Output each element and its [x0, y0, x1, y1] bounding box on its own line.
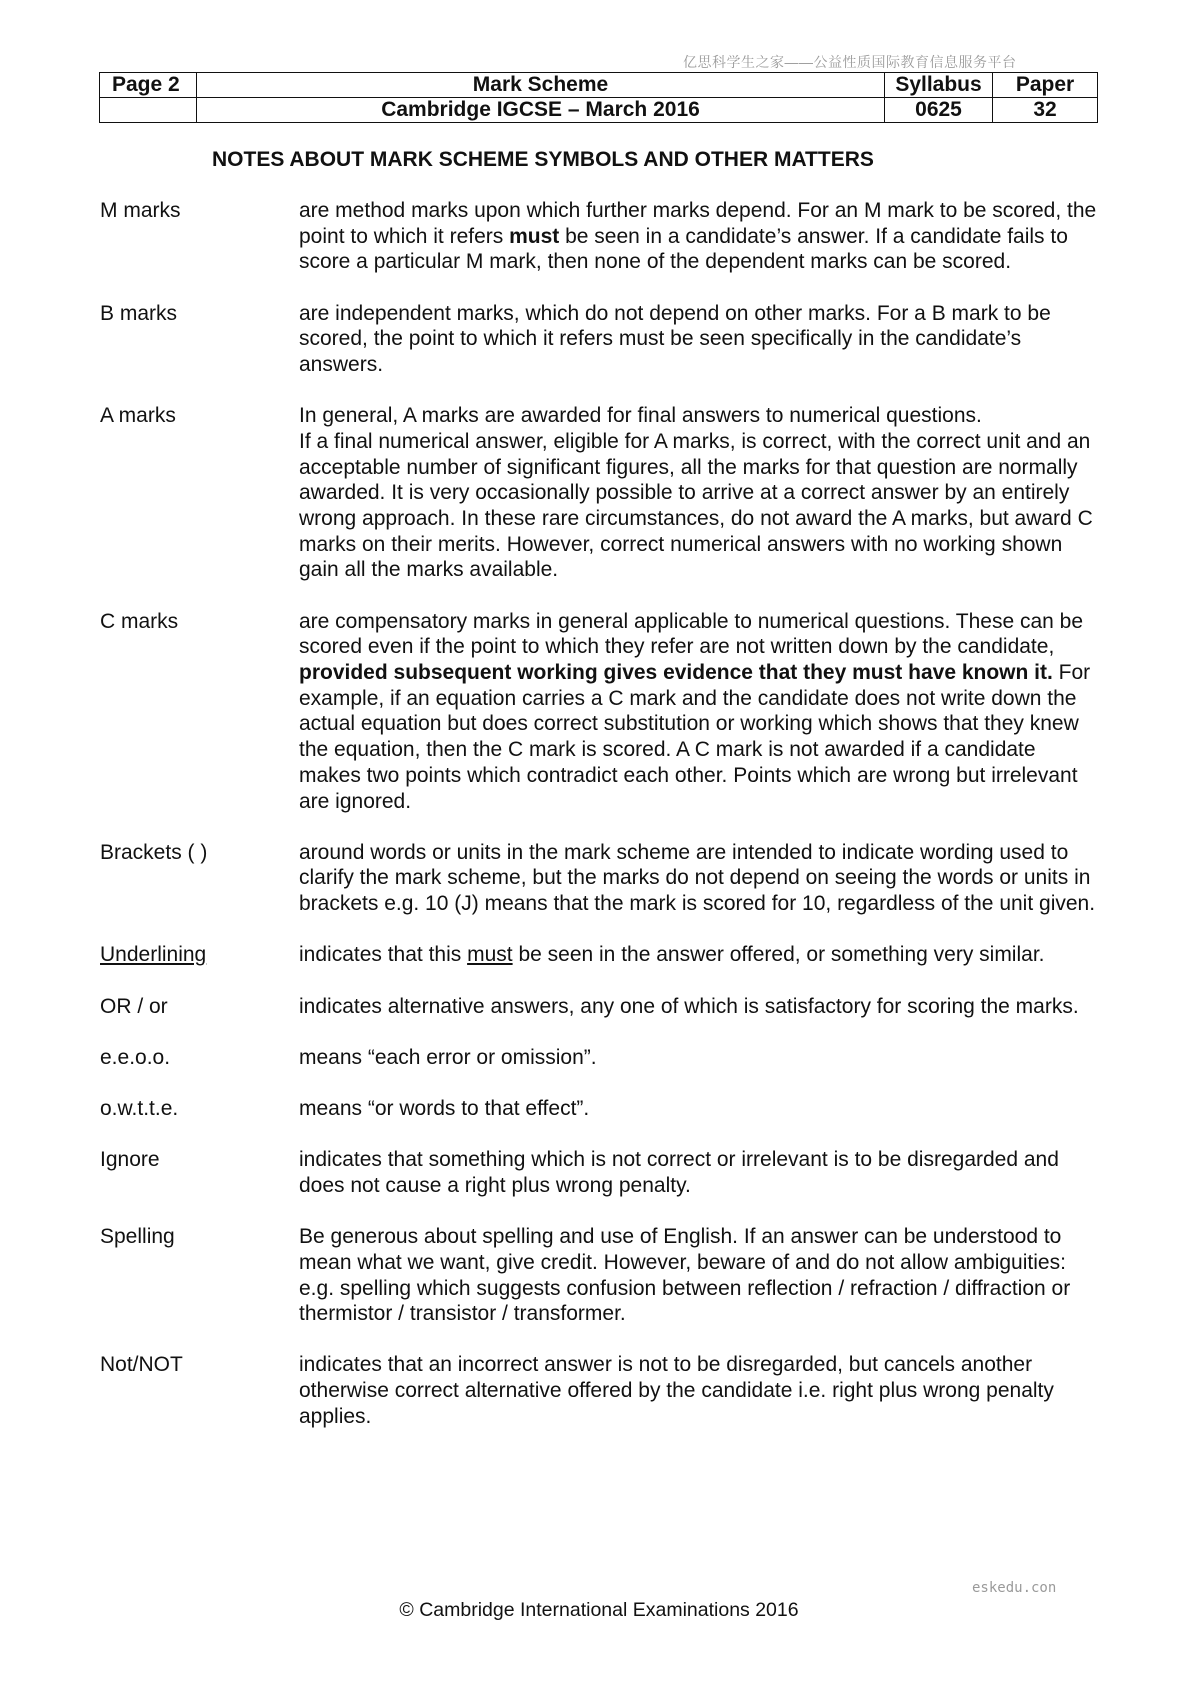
text-segment: Be generous about spelling and use of English. If an answer can be understood to mean what we want, give credit. However, beware of and do not allow ambiguities: e.g. spelling which suggests confusion between reflection / refraction / diffraction or thermistor / transistor / transformer. [299, 1225, 1071, 1326]
note-term: Not/NOT [100, 1353, 183, 1377]
paper-value: 32 [993, 98, 1098, 123]
text-segment: indicates that something which is not correct or irrelevant is to be disregarded and does not cause a right plus wrong penalty. [299, 1148, 1059, 1197]
note-term: A marks [100, 404, 176, 428]
note-entry [100, 840, 1100, 917]
note-term: o.w.t.t.e. [100, 1096, 179, 1120]
section-title: NOTES ABOUT MARK SCHEME SYMBOLS AND OTHER MATTERS [212, 148, 874, 171]
text-segment: For example, if an equation carries a C mark and the candidate does not write down the actual equation but does correct substitution or working which shows that they knew the equation, then the C mark is scored. A C mark is not awarded if a candidate makes two points which contradict each other. Points which are wrong but irrelevant are ignored. [299, 661, 1091, 813]
notes-list [100, 198, 1100, 1455]
note-description [299, 609, 1100, 815]
note-term: e.e.o.o. [100, 1045, 171, 1069]
note-entry [100, 942, 1100, 968]
note-entry [100, 994, 1100, 1020]
text-segment: around words or units in the mark scheme are intended to indicate wording used to clarify the mark scheme, but the marks do not depend on seeing the words or units in brackets e.g. 10 (J) means that the mark is scored for 10, regardless of the unit given. [299, 840, 1096, 916]
text-segment: If a final numerical answer, eligible for A marks, is correct, with the correct unit and an acceptable number of significant figures, all the marks for that question are normally awarded. It is very occasionally possible to arrive at a correct answer by an entirely wrong approach. In these rare circumstances, do not award the A marks, but award C marks on their merits. However, correct numerical answers with no working shown gain all the marks available. [299, 429, 1093, 582]
text-segment: means “or words to that effect”. [299, 1096, 590, 1120]
text-segment: In general, A marks are awarded for final answers to numerical questions. [299, 404, 982, 428]
note-entry [100, 1045, 1100, 1071]
text-segment: be seen in the answer offered, or something very similar. [512, 943, 1045, 967]
note-description [299, 198, 1100, 275]
text-segment: indicates alternative answers, any one of which is satisfactory for scoring the marks. [299, 994, 1079, 1018]
note-entry [100, 609, 1100, 815]
note-term: Brackets ( ) [100, 840, 208, 864]
note-description [299, 1147, 1100, 1198]
note-term: M marks [100, 199, 181, 222]
text-segment: indicates that this [299, 943, 468, 967]
text-segment: be seen in a candidate’s answer. If a candidate fails to score a particular M mark, then none of the dependent marks can be scored. [299, 224, 1068, 274]
underlined-text: must [467, 943, 513, 967]
note-entry [100, 403, 1100, 583]
document-title: Mark Scheme [197, 73, 885, 98]
page-label: Page 2 [100, 73, 197, 98]
header-table [99, 72, 1098, 123]
bold-text: provided subsequent working gives evidence that they must have known it. [299, 661, 1053, 685]
note-description [299, 994, 1100, 1020]
text-segment: indicates that an incorrect answer is not to be disregarded, but cancels another otherwise correct alternative offered by the candidate i.e. right plus wrong penalty applies. [299, 1353, 1054, 1428]
note-entry [100, 198, 1100, 275]
header-row-2 [100, 98, 1098, 123]
note-entry [100, 1352, 1100, 1429]
note-term: B marks [100, 301, 178, 325]
header-row-1 [100, 73, 1098, 98]
note-entry [100, 1096, 1100, 1122]
bold-text: must [509, 224, 560, 248]
page-label-empty-cell [100, 98, 197, 123]
note-description [299, 840, 1100, 917]
note-description [299, 1352, 1100, 1429]
note-description [299, 403, 1100, 583]
watermark-top: 亿思科学生之家——公益性质国际教育信息服务平台 [683, 54, 1017, 70]
note-term: C marks [100, 609, 179, 633]
text-segment: means “each error or omission”. [299, 1045, 597, 1069]
note-term: Underlining [100, 943, 207, 967]
note-term: Ignore [100, 1148, 160, 1172]
text-segment: are compensatory marks in general applicable to numerical questions. These can be scored even if the point to which they refer are not written down by the candidate, [299, 609, 1084, 659]
note-description [299, 1045, 1100, 1071]
syllabus-value: 0625 [885, 98, 993, 123]
syllabus-label: Syllabus [885, 73, 993, 98]
note-description [299, 1096, 1100, 1122]
note-entry [100, 1147, 1100, 1198]
note-description [299, 942, 1100, 968]
watermark-bottom: eskedu.con [972, 1580, 1057, 1596]
text-segment: are method marks upon which further marks depend. For an M mark to be scored, the point to which it refers [299, 199, 1097, 248]
document-subtitle: Cambridge IGCSE – March 2016 [197, 98, 885, 123]
note-term: OR / or [100, 994, 168, 1018]
footer-copyright: © Cambridge International Examinations 2016 [399, 1599, 799, 1621]
text-segment: are independent marks, which do not depend on other marks. For a B mark to be scored, the point to which it refers must be seen specifically in the candidate’s answers. [299, 301, 1051, 377]
paper-label: Paper [993, 73, 1098, 98]
note-term: Spelling [100, 1225, 175, 1249]
note-description [299, 1224, 1100, 1327]
note-entry [100, 301, 1100, 378]
note-entry [100, 1224, 1100, 1327]
note-description [299, 301, 1100, 378]
